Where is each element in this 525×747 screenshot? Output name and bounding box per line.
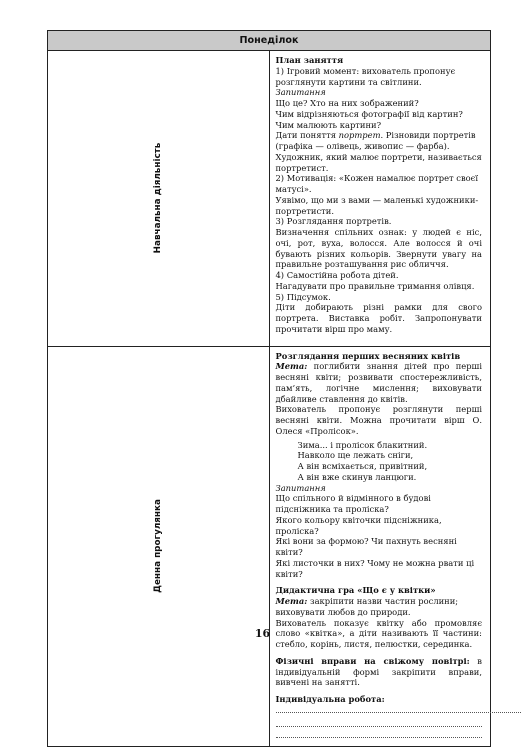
question-line: Які вони за формою? Чи пахнуть весняні квіти? bbox=[275, 536, 457, 557]
spacer bbox=[276, 738, 483, 741]
text-line: 4) Самостійна робота дітей. bbox=[275, 270, 399, 280]
text-line: Уявімо, що ми з вами — маленькі художники-портретисти. bbox=[275, 194, 479, 216]
game-goal bbox=[276, 596, 483, 618]
text-line: Що це? Хто на них зображений? bbox=[275, 98, 419, 108]
day-header: Понеділок bbox=[48, 31, 491, 51]
individual-work-label: Індивідуальна робота: bbox=[275, 694, 385, 704]
goal-label: Мета: bbox=[275, 596, 308, 606]
game-title: Дидактична гра «Що є у квітки» bbox=[275, 585, 436, 596]
text-fragment: . Різновиди портретів (графіка — олівець, живопис — фарба). bbox=[275, 130, 476, 151]
dotted-line bbox=[276, 728, 483, 738]
text-paragraph: Діти добирають різні рамки для свого портрета. Виставка робіт. Запропонувати прочитати вірш про маму. bbox=[275, 302, 482, 334]
walk-goal bbox=[276, 361, 483, 404]
exercise-body: в індивідуальній формі закріпити вправи, вивчені на занятті. bbox=[275, 655, 482, 688]
walk-side-cell bbox=[48, 346, 270, 746]
learning-section-label: Навчальна діяльність bbox=[153, 142, 164, 254]
poem-line: Зима... і пролісок блакитний. bbox=[297, 439, 428, 450]
spacer bbox=[276, 335, 483, 341]
text-line: Нагадувати про правильне тримання олівця. bbox=[275, 280, 475, 291]
question-line: Що спільного й відмінного в будові підсніжника та проліска? bbox=[275, 493, 431, 514]
lesson-plan-title: План заняття bbox=[275, 55, 344, 65]
text-line: 2) Мотивація: «Кожен намалює портрет своєї матусі». bbox=[275, 173, 479, 194]
dotted-line bbox=[276, 717, 483, 727]
learning-side-cell bbox=[48, 51, 270, 347]
walk-content bbox=[269, 346, 491, 746]
exercise-label: Фізичні вправи на свіжому повітрі: bbox=[275, 655, 470, 666]
poem-line: А він всміхається, привітний, bbox=[297, 461, 428, 471]
learning-content bbox=[269, 51, 491, 347]
page-number: 16 bbox=[254, 627, 271, 640]
dotted-fill bbox=[276, 711, 521, 713]
text-line: Чим малюють картини? bbox=[275, 119, 382, 130]
goal-text: закріпити назви частин рослини; виховувати любов до природи. bbox=[275, 596, 459, 617]
text-fragment: Дати поняття bbox=[275, 130, 339, 141]
question-line: Які листочки в них? Чому не можна рвати ці квіти? bbox=[275, 557, 475, 579]
text-line: 1) Ігровий момент: вихователь пропонує розглянути картини та світлини. bbox=[275, 65, 456, 87]
learning-row bbox=[48, 51, 491, 347]
text-line: Художник, який малює портрети, називається портретист. bbox=[275, 151, 482, 173]
poem-line: А він вже скинув ланцюги. bbox=[297, 471, 417, 482]
text-line: 3) Розглядання портретів. bbox=[275, 216, 392, 227]
question-line: Якого кольору квіточки підсніжника, проліска? bbox=[275, 514, 442, 536]
text-paragraph: Визначення спільних ознак: у людей є ніс, очі, рот, вуха, волосся. Але волосся й очі бувають різних кольорів. Звернути увагу на правильне розташування рис обличчя. bbox=[275, 227, 482, 270]
questions-label: Запитання bbox=[275, 87, 326, 98]
game-text: Вихователь показує квітку або промовляє слово «квітка», а діти називають її частини: стебло, корінь, листя, пелюстки, серединка. bbox=[275, 617, 482, 649]
text-line: 5) Підсумок. bbox=[275, 291, 331, 302]
poem-line: Навколо ще лежать сніги, bbox=[297, 450, 414, 461]
individual-work-line bbox=[276, 694, 483, 716]
text-line bbox=[276, 130, 483, 152]
walk-intro: Вихователь пропонує розглянути перші весняні квіти. Можна прочитати вірш О. Олеся «Пролісок». bbox=[275, 404, 482, 436]
questions-label: Запитання bbox=[275, 482, 326, 493]
exercise-text bbox=[276, 656, 483, 688]
term-portrait: портрет bbox=[338, 130, 381, 141]
goal-label: Мета: bbox=[275, 361, 308, 372]
walk-title: Розглядання перших весняних квітів bbox=[275, 350, 461, 361]
text-line: Чим відрізняються фотографії від картин? bbox=[275, 108, 463, 119]
walk-row bbox=[48, 346, 491, 746]
walk-section-label: Денна прогулянка bbox=[153, 499, 164, 593]
goal-text: поглибити знання дітей про перші весняні квіти; розвивати спостережливість, пам’ять, логічне мислення; виховувати дбайливе ставлення до квітів. bbox=[275, 361, 482, 404]
